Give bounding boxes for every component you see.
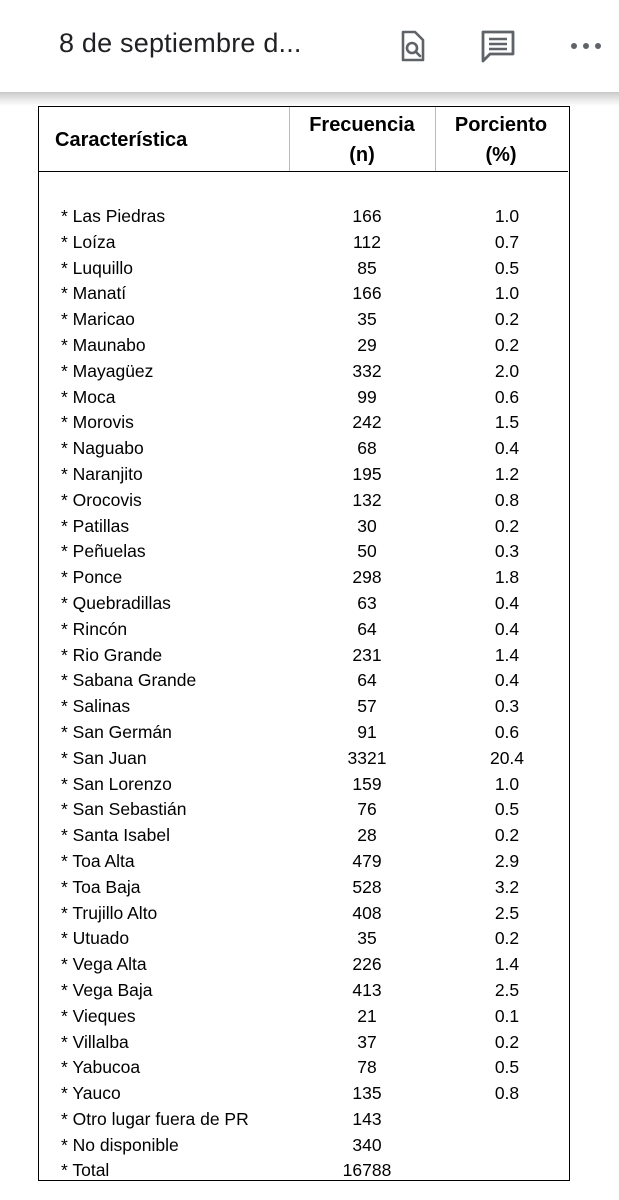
table-row [39, 694, 568, 720]
row-name: * Salinas [61, 696, 131, 717]
row-frequency: 408 [352, 902, 382, 923]
table-row [39, 926, 568, 952]
table-row [39, 1004, 568, 1030]
row-name: * Quebradillas [61, 592, 171, 613]
table-row [39, 204, 568, 230]
row-frequency: 68 [357, 438, 377, 459]
row-name: * Otro lugar fuera de PR [61, 1108, 249, 1129]
row-name: * Loíza [61, 231, 116, 252]
table-row [39, 462, 568, 488]
row-percent: 0.4 [494, 618, 520, 639]
table-row [39, 333, 568, 359]
data-table [38, 106, 570, 1181]
more-options-icon[interactable] [566, 26, 606, 66]
comment-icon[interactable] [478, 26, 518, 66]
row-percent: 0.2 [494, 1031, 520, 1052]
table-row [39, 230, 568, 256]
row-name: * Rio Grande [61, 644, 163, 665]
row-frequency: 159 [352, 773, 382, 794]
table-row [39, 256, 568, 282]
row-percent: 0.6 [494, 721, 520, 742]
row-percent: 0.5 [494, 1057, 520, 1078]
row-frequency: 166 [352, 283, 382, 304]
row-percent: 1.0 [494, 206, 520, 226]
row-frequency: 195 [352, 463, 382, 484]
row-percent: 1.5 [494, 412, 520, 433]
header-frequency [301, 110, 423, 170]
row-frequency: 91 [357, 721, 377, 742]
row-frequency: 57 [357, 696, 377, 717]
row-percent: 0.5 [494, 257, 520, 278]
table-row [39, 746, 568, 772]
row-percent: 1.4 [494, 954, 520, 975]
row-percent: 1.0 [494, 283, 520, 304]
table-row [39, 281, 568, 307]
table-row [39, 591, 568, 617]
table-row [39, 1055, 568, 1081]
row-name: * Toa Alta [61, 850, 135, 871]
row-name: * Maunabo [61, 334, 146, 355]
row-percent: 0.6 [494, 386, 520, 407]
row-frequency: 28 [357, 825, 377, 846]
row-name: * Utuado [61, 928, 130, 949]
row-name: * Vieques [61, 1005, 136, 1026]
row-frequency: 231 [352, 644, 382, 665]
row-name: * Trujillo Alto [61, 902, 158, 923]
app-bar [0, 0, 619, 92]
header-divider [289, 107, 290, 171]
row-name: * San Sebastián [61, 799, 187, 820]
table-row [39, 823, 568, 849]
row-percent: 0.1 [494, 1005, 520, 1026]
table-row [39, 643, 568, 669]
row-frequency: 3321 [347, 747, 387, 768]
row-frequency: 340 [352, 1134, 382, 1155]
row-percent: 1.2 [494, 463, 520, 484]
search-document-icon[interactable] [392, 26, 432, 66]
row-name: * Villalba [61, 1031, 129, 1052]
row-name: * Patillas [61, 515, 130, 536]
table-row [39, 539, 568, 565]
row-frequency: 413 [352, 979, 382, 1000]
appbar-shadow [0, 92, 619, 106]
table-row [39, 978, 568, 1004]
table-row [39, 514, 568, 540]
row-frequency: 21 [357, 1005, 377, 1026]
row-frequency: 76 [357, 799, 377, 820]
header-divider [435, 107, 436, 171]
row-name: * Total [61, 1160, 110, 1181]
table-row [39, 720, 568, 746]
row-name: * Ponce [61, 567, 123, 588]
header-frequency-line1: Frecuencia [309, 114, 415, 136]
row-frequency: 64 [357, 618, 377, 639]
row-frequency: 37 [357, 1031, 377, 1052]
table-row [39, 1133, 568, 1159]
row-name: * San Germán [61, 721, 172, 742]
row-percent: 0.2 [494, 515, 520, 536]
table-row [39, 952, 568, 978]
row-name: * Orocovis [61, 489, 142, 510]
row-percent: 0.5 [494, 799, 520, 820]
row-name: * Yabucoa [61, 1057, 141, 1078]
row-percent: 2.0 [494, 360, 520, 381]
row-frequency: 85 [357, 257, 377, 278]
table-row [39, 875, 568, 901]
row-frequency: 132 [352, 489, 382, 510]
row-percent: 1.4 [494, 644, 520, 665]
header-frequency-line2: (n) [349, 144, 375, 166]
row-percent: 0.8 [494, 489, 520, 510]
table-row [39, 307, 568, 333]
header-characteristic: Característica [55, 129, 188, 151]
row-percent: 0.7 [494, 231, 520, 252]
row-frequency: 112 [353, 231, 381, 252]
table-row [39, 565, 568, 591]
row-name: * Vega Baja [61, 979, 153, 1000]
row-name: * Sabana Grande [61, 670, 197, 691]
table-row [39, 1107, 568, 1133]
table-row [39, 1158, 568, 1184]
table-body [39, 204, 568, 1184]
row-frequency: 35 [357, 309, 377, 330]
row-name: * Santa Isabel [61, 825, 170, 846]
row-frequency: 99 [357, 386, 377, 407]
row-frequency: 35 [357, 928, 377, 949]
row-percent: 0.4 [494, 592, 520, 613]
row-percent: 1.0 [494, 773, 520, 794]
row-frequency: 50 [357, 541, 377, 562]
row-name: * Morovis [61, 412, 134, 433]
row-name: * Rincón [61, 618, 128, 639]
header-percent-line1: Porciento [454, 114, 548, 136]
row-name: * Peñuelas [61, 541, 146, 562]
table-row [39, 385, 568, 411]
table-row [39, 849, 568, 875]
table-row [39, 668, 568, 694]
row-frequency: 242 [352, 412, 382, 433]
table-header [39, 107, 568, 172]
row-name: * Yauco [61, 1083, 121, 1104]
row-name: * Manatí [61, 283, 127, 304]
row-name: * Vega Alta [61, 954, 147, 975]
row-percent: 0.2 [494, 309, 520, 330]
row-name: * Mayagüez [61, 360, 154, 381]
row-name: * Naranjito [61, 463, 143, 484]
row-percent: 0.2 [494, 334, 520, 355]
row-percent: 3.2 [494, 876, 520, 897]
row-percent: 0.4 [494, 438, 520, 459]
table-row [39, 901, 568, 927]
table-row [39, 1081, 568, 1107]
row-frequency: 166 [352, 206, 382, 226]
row-frequency: 226 [352, 954, 382, 975]
row-name: * Moca [61, 386, 116, 407]
row-name: * Naguabo [61, 438, 144, 459]
header-percent [437, 110, 565, 170]
table-row [39, 488, 568, 514]
table-row [39, 436, 568, 462]
row-name: * Maricao [61, 309, 135, 330]
row-frequency: 528 [352, 876, 382, 897]
table-row [39, 797, 568, 823]
row-percent: 0.4 [494, 670, 520, 691]
row-percent: 2.9 [494, 850, 520, 871]
row-name: * No disponible [61, 1134, 179, 1155]
row-name: * Las Piedras [61, 206, 166, 226]
row-frequency: 64 [357, 670, 377, 691]
row-name: * San Lorenzo [61, 773, 172, 794]
row-frequency: 135 [352, 1083, 382, 1104]
document-title[interactable]: 8 de septiembre d... [59, 28, 302, 58]
row-name: * Luquillo [61, 257, 133, 278]
row-percent: 0.3 [494, 541, 520, 562]
row-frequency: 29 [357, 334, 377, 355]
row-percent: 0.8 [494, 1083, 520, 1104]
table-row [39, 410, 568, 436]
row-percent: 1.8 [494, 567, 520, 588]
row-frequency: 30 [357, 515, 377, 536]
row-percent: 0.2 [494, 928, 520, 949]
row-frequency: 332 [352, 360, 382, 381]
row-percent: 2.5 [494, 902, 520, 923]
row-frequency: 63 [357, 592, 377, 613]
row-percent: 0.3 [494, 696, 520, 717]
row-frequency: 78 [357, 1057, 377, 1078]
table-row [39, 359, 568, 385]
table-row [39, 772, 568, 798]
row-frequency: 479 [352, 850, 382, 871]
row-name: * San Juan [61, 747, 147, 768]
row-frequency: 298 [352, 567, 382, 588]
header-percent-line2: (%) [485, 144, 517, 166]
row-name: * Toa Baja [61, 876, 141, 897]
row-percent: 2.5 [494, 979, 520, 1000]
row-frequency: 143 [352, 1108, 382, 1129]
table-row [39, 617, 568, 643]
row-percent: 20.4 [489, 747, 525, 768]
row-frequency: 16788 [342, 1160, 392, 1181]
table-row [39, 1030, 568, 1056]
row-percent: 0.2 [494, 825, 520, 846]
